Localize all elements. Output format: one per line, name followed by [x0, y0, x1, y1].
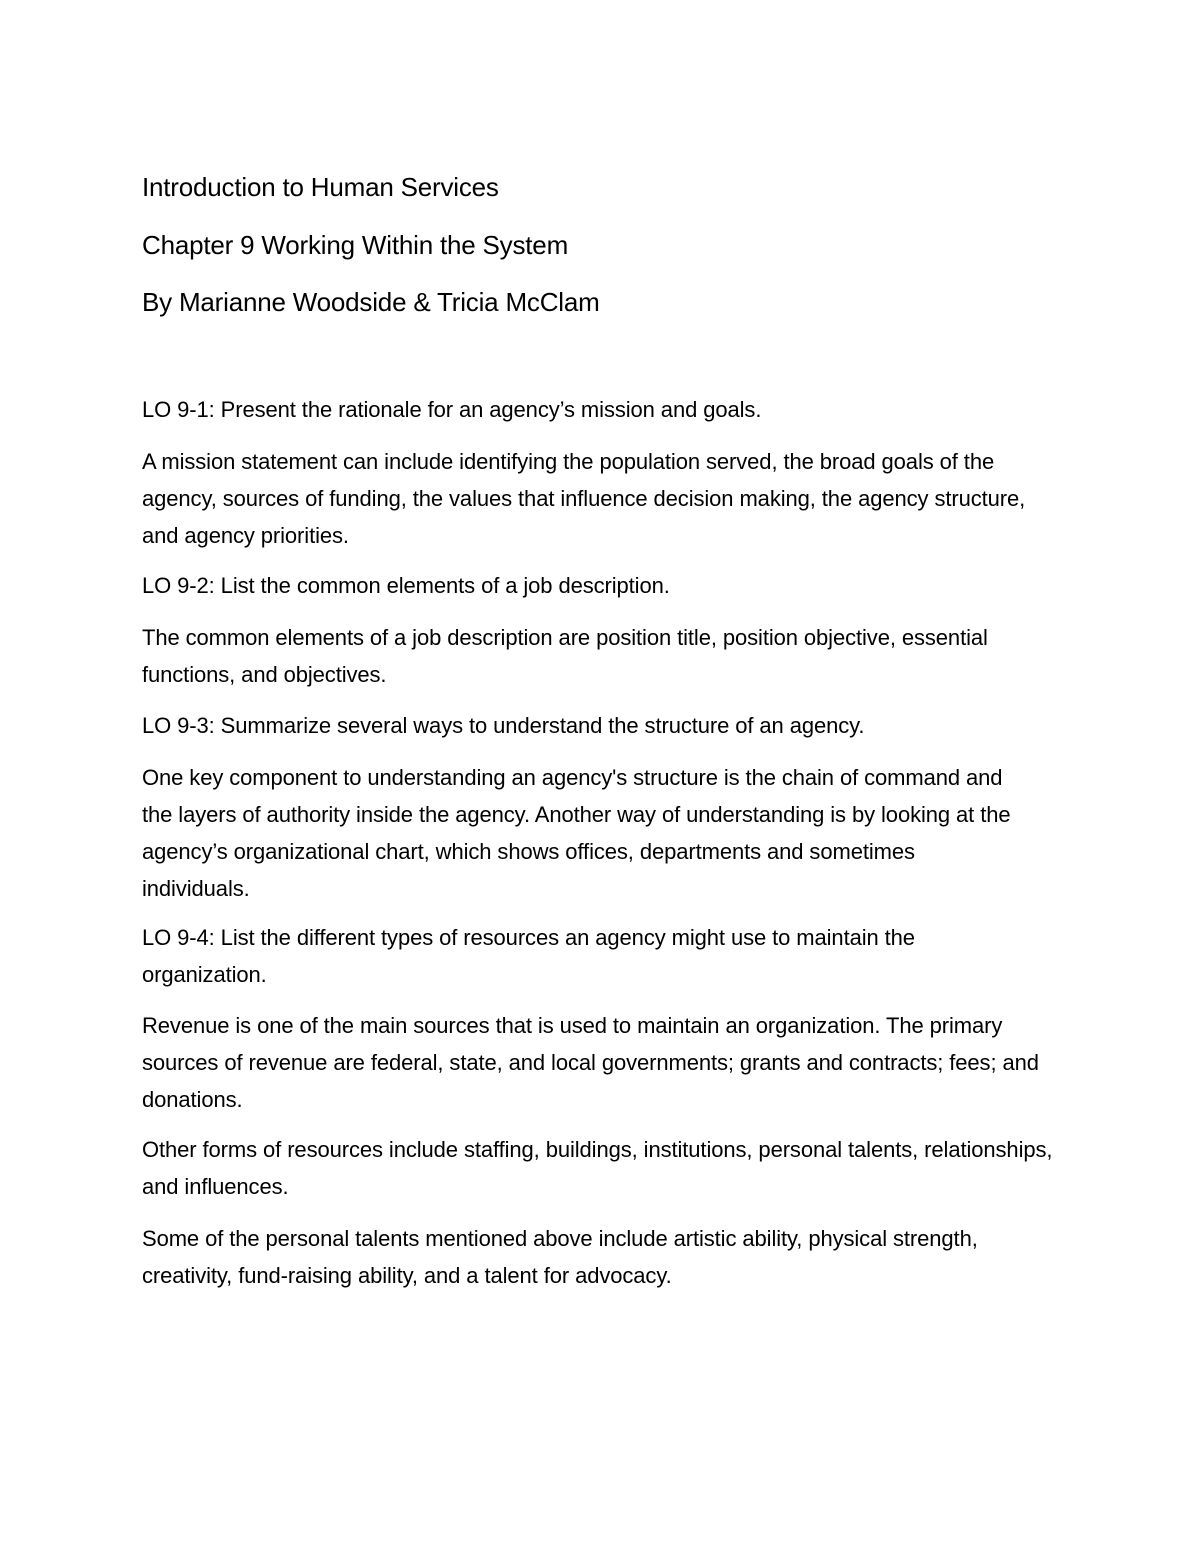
document-title: Introduction to Human Services	[142, 172, 499, 202]
section-paragraph-lo-9-1: A mission statement can include identifying the population served, the broad goals of the agency, sources of funding, the values that influence decision making, the agency structure, and agency priorities.	[142, 449, 1026, 548]
section-heading-lo-9-2: LO 9-2: List the common elements of a job description.	[142, 573, 670, 598]
section-paragraph-lo-9-2: The common elements of a job description are position title, position objective, essential functions, and objectives.	[142, 625, 988, 687]
section-paragraph-lo-9-4-personal-talents: Some of the personal talents mentioned above include artistic ability, physical strength, creativity, fund-raising ability, and a talent for advocacy.	[142, 1226, 978, 1288]
section-heading-lo-9-1: LO 9-1: Present the rationale for an agency’s mission and goals.	[142, 397, 762, 422]
section-paragraph-lo-9-3: One key component to understanding an agency's structure is the chain of command and the layers of authority inside the agency. Another way of understanding is by looking at the agency’s organizational chart, which shows offices, departments and sometimes individuals.	[142, 765, 1011, 901]
section-heading-lo-9-3: LO 9-3: Summarize several ways to understand the structure of an agency.	[142, 713, 865, 738]
section-heading-lo-9-4: LO 9-4: List the different types of resources an agency might use to maintain the organization.	[142, 925, 915, 987]
section-paragraph-lo-9-4-revenue: Revenue is one of the main sources that is used to maintain an organization. The primary sources of revenue are federal, state, and local governments; grants and contracts; fees; and donations.	[142, 1013, 1039, 1112]
chapter-title: Chapter 9 Working Within the System	[142, 230, 569, 260]
section-paragraph-lo-9-4-other-resources: Other forms of resources include staffing, buildings, institutions, personal talents, relationships, and influences.	[142, 1137, 1053, 1199]
authors-line: By Marianne Woodside & Tricia McClam	[142, 287, 600, 317]
